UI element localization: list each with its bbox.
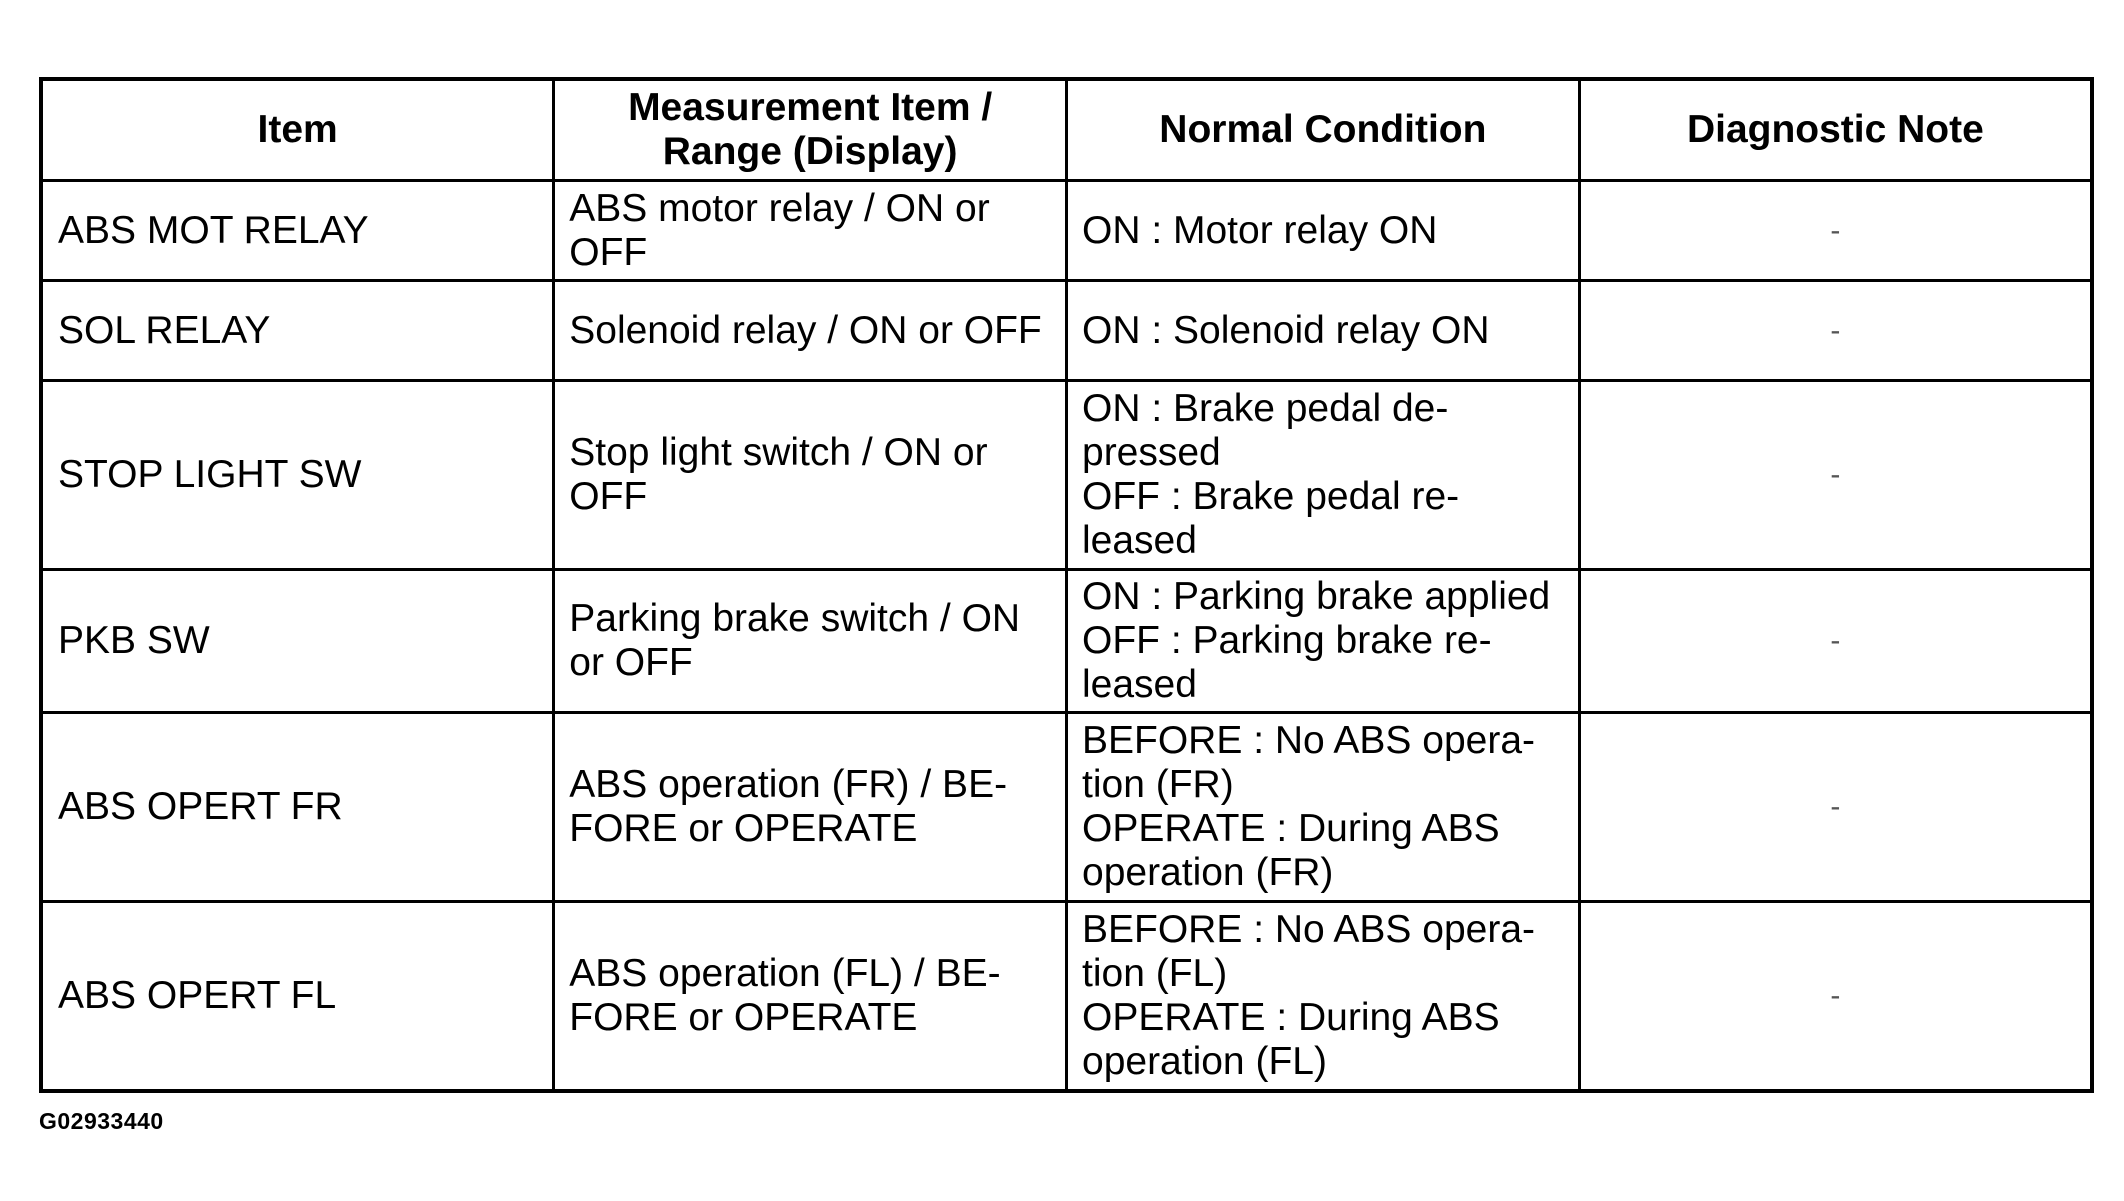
- normal-condition-cell: [1067, 570, 1580, 713]
- table-row: [41, 570, 2092, 713]
- diagnostic-note-cell: -: [1579, 570, 2092, 713]
- header-item: Item: [41, 79, 554, 181]
- item-cell: PKB SW: [41, 570, 554, 713]
- header-measurement: Measurement Item / Range (Display): [554, 79, 1067, 181]
- table-header: [41, 79, 2092, 181]
- condition-line: ON : Solenoid relay ON: [1082, 308, 1490, 352]
- condition-line: BEFORE : No ABS opera-tion (FR): [1082, 719, 1536, 806]
- item-cell: ABS OPERT FR: [41, 713, 554, 902]
- item-cell: STOP LIGHT SW: [41, 381, 554, 570]
- item-cell: ABS OPERT FL: [41, 902, 554, 1091]
- diagnostic-note-cell: -: [1579, 181, 2092, 281]
- condition-line: OPERATE : During ABS operation (FL): [1082, 995, 1500, 1083]
- condition-line: ON : Parking brake applied: [1082, 575, 1551, 618]
- normal-condition-cell: [1067, 381, 1580, 570]
- table-row: [41, 902, 2092, 1091]
- condition-line: OFF : Parking brake re-leased: [1082, 619, 1492, 706]
- measurement-cell: Stop light switch / ON or OFF: [554, 381, 1067, 570]
- table-row: [41, 713, 2092, 902]
- diagnostic-note-cell: -: [1579, 381, 2092, 570]
- condition-line: ON : Motor relay ON: [1082, 208, 1438, 252]
- normal-condition-cell: [1067, 281, 1580, 381]
- diagnostic-note-cell: -: [1579, 281, 2092, 381]
- item-cell: ABS MOT RELAY: [41, 181, 554, 281]
- condition-line: ON : Brake pedal de-pressed: [1082, 387, 1449, 474]
- measurement-cell: Solenoid relay / ON or OFF: [554, 281, 1067, 381]
- measurement-cell: ABS operation (FR) / BE-FORE or OPERATE: [554, 713, 1067, 902]
- measurement-cell: Parking brake switch / ON or OFF: [554, 570, 1067, 713]
- normal-condition-cell: [1067, 713, 1580, 902]
- header-normal-condition: Normal Condition: [1067, 79, 1580, 181]
- figure-id-label: G02933440: [39, 1108, 164, 1134]
- item-cell: SOL RELAY: [41, 281, 554, 381]
- diagnostic-note-cell: -: [1579, 713, 2092, 902]
- condition-line: OFF : Brake pedal re-leased: [1082, 475, 1460, 562]
- table-row: [41, 281, 2092, 381]
- diagnostic-data-table: [39, 77, 2094, 1093]
- header-row: [41, 79, 2092, 181]
- table-row: [41, 181, 2092, 281]
- diagnostic-note-cell: -: [1579, 902, 2092, 1091]
- measurement-cell: ABS motor relay / ON or OFF: [554, 181, 1067, 281]
- header-diagnostic-note: Diagnostic Note: [1579, 79, 2092, 181]
- normal-condition-cell: [1067, 902, 1580, 1091]
- condition-line: OPERATE : During ABS operation (FR): [1082, 807, 1500, 894]
- condition-line: BEFORE : No ABS opera-tion (FL): [1082, 907, 1536, 995]
- table-row: [41, 381, 2092, 570]
- measurement-cell: ABS operation (FL) / BE-FORE or OPERATE: [554, 902, 1067, 1091]
- normal-condition-cell: [1067, 181, 1580, 281]
